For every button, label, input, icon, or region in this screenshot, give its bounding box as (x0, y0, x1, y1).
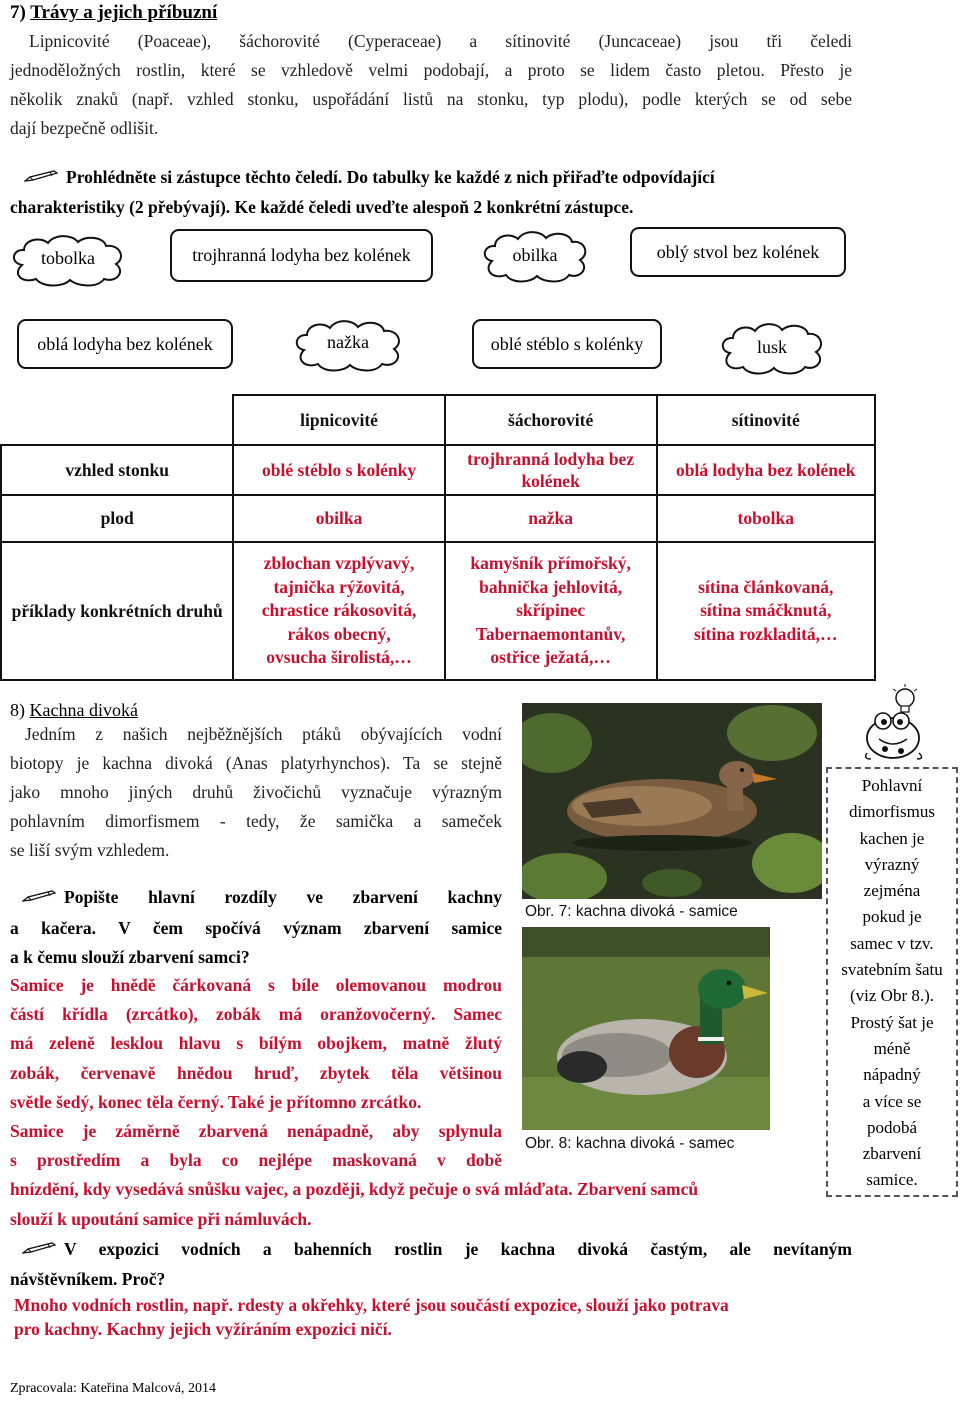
section8-title: Kachna divoká (29, 700, 138, 720)
caption-female: Obr. 7: kachna divoká - samice (525, 903, 738, 920)
table-cell[interactable]: oblé stéblo s kolénky (233, 445, 444, 495)
intro-line: jako mnoho jiných druhů živočichů vyznačuje výrazným (10, 782, 502, 802)
intro-line: jednoděložných rostlin, které se vzhledově velmi podobají, a proto se lidem často pletou. Přesto je (10, 60, 852, 80)
section8-heading (10, 700, 138, 721)
answer-line: slouží k upoutání samice při námluvách. (10, 1208, 312, 1229)
answer-line: pro kachny. Kachny jejich vyžíráním expozici ničí. (14, 1319, 392, 1339)
question-line: a k čemu slouží zbarvení samci? (10, 947, 250, 968)
frog-mascot-icon (855, 683, 935, 763)
row-header: plod (1, 495, 233, 542)
intro-line: dají bezpečně odlišit. (10, 118, 159, 138)
table-row (1, 495, 875, 542)
table-cell[interactable]: nažka (445, 495, 657, 542)
answer-line: zobák, červenavě hnědou hruď, zbytek těla většinou (10, 1062, 502, 1083)
answer-line: hnízdění, kdy vysedává snůšku vajec, a později, když pečuje o svá mláďata. Zbarvení samců (10, 1179, 699, 1200)
intro-line: pohlavním dimorfismem - tedy, že samička a sameček (10, 811, 502, 831)
question-line: Popište hlavní rozdíly ve zbarvení kachny (10, 883, 502, 914)
question-line: V expozici vodních a bahenních rostlin je kachna divoká častým, ale nevítaným (10, 1235, 852, 1265)
dimorphism-note: Pohlavní dimorfismus kachen je výrazný zejména pokud je samec v tzv. svatebním šatu (viz Obr 8.). Prostý šat je méně nápadný a více se podobá zbarvení samice. (826, 767, 958, 1197)
footer-credit: Zpracovala: Kateřina Malcová, 2014 (10, 1381, 217, 1396)
answer-line: s prostředím a byla co nejlépe maskovaná v době (10, 1150, 502, 1171)
card-tobolka[interactable]: tobolka (8, 232, 128, 287)
table-cell[interactable]: zblochan vzplývavý, tajnička rýžovitá, chrastice rákosovitá, rákos obecný, ovsucha širolistá,… (233, 542, 444, 680)
row-header: příklady konkrétních druhů (1, 542, 233, 680)
section8-question2 (10, 1235, 852, 1294)
answer-line: Mnoho vodních rostlin, např. rdesty a okřehky, které jsou součástí expozice, slouží jako potrava (14, 1295, 729, 1315)
table-cell[interactable]: oblá lodyha bez kolének (657, 445, 875, 495)
table-row (1, 542, 875, 680)
pencil-icon (24, 164, 58, 193)
families-table (0, 394, 876, 681)
answer-line: Samice je hnědě čárkovaná s bíle olemovanou modrou (10, 975, 502, 995)
section8-number: 8) (10, 700, 25, 720)
caption-male: Obr. 8: kachna divoká - samec (525, 1135, 735, 1152)
section7-number: 7) (10, 2, 26, 23)
answer-line: Samice je záměrně zbarvená nenápadně, aby splynula (10, 1121, 502, 1142)
section7-task (10, 163, 852, 222)
table-cell[interactable]: tobolka (657, 495, 875, 542)
card-obly[interactable]: oblý stvol bez kolének (630, 227, 846, 277)
table-cell[interactable]: trojhranná lodyha bez kolének (445, 445, 657, 495)
card-nazka[interactable]: nažka (292, 318, 404, 372)
table-header-row (1, 395, 875, 445)
intro-line: Jedním z našich nejběžnějších ptáků obývajících vodní (25, 724, 502, 744)
pencil-icon (22, 1236, 56, 1265)
task-line: Prohlédněte si zástupce těchto čeledí. Do tabulky ke každé z nich přiřaďte odpovídající (10, 163, 852, 193)
answer-line: částí křídla (zrcátko), zobák má oranžovočerný. Samec (10, 1004, 502, 1025)
table-cell[interactable]: sítina článkovaná, sítina smáčknutá, sítina rozkladitá,… (657, 542, 875, 680)
card-trojhranna[interactable]: trojhranná lodyha bez kolének (170, 229, 433, 282)
answer-line: má zeleně lesklou hlavu s bílým obojkem, matně žlutý (10, 1033, 502, 1054)
male-duck-photo (522, 927, 770, 1130)
card-lusk[interactable]: lusk (718, 320, 826, 375)
card-obilka[interactable]: obilka (480, 229, 590, 283)
intro-line: biotopy je kachna divoká (Anas platyrhynchos). Ta se stejně (10, 753, 502, 773)
intro-line: několik znaků (např. vzhled stonku, uspořádání listů na stonku, typ plodu), podle kterých se od sebe (10, 89, 852, 109)
column-header: sítinovité (657, 395, 875, 445)
pencil-icon (22, 884, 56, 914)
task-line: charakteristiky (2 přebývají). Ke každé čeledi uveďte alespoň 2 konkrétní zástupce. (10, 197, 634, 218)
table-cell[interactable]: obilka (233, 495, 444, 542)
table-row (1, 445, 875, 495)
answer-line: světle šedý, konec těla černý. Také je přítomno zrcátko. (10, 1091, 422, 1112)
card-oble[interactable]: oblé stéblo s kolénky (472, 319, 662, 369)
female-duck-photo (522, 703, 822, 899)
intro-line: se liší svým vzhledem. (10, 840, 170, 860)
table-cell[interactable]: kamyšník přímořský, bahnička jehlovitá, skřípinec Tabernaemontanův, ostřice ježatá,… (445, 542, 657, 680)
row-header: vzhled stonku (1, 445, 233, 495)
card-obla[interactable]: oblá lodyha bez kolének (17, 319, 233, 369)
section8-question1 (10, 883, 502, 973)
section7-heading (10, 2, 217, 24)
intro-line: Lipnicovité (Poaceae), šáchorovité (Cyperaceae) a sítinovité (Juncaceae) jsou tři čeledi (29, 31, 852, 51)
section7-intro (10, 27, 852, 143)
section8-answer2 (14, 1293, 854, 1341)
column-header: šáchorovité (445, 395, 657, 445)
question-line: návštěvníkem. Proč? (10, 1269, 166, 1290)
section7-title: Trávy a jejich příbuzní (30, 2, 218, 23)
column-header: lipnicovité (233, 395, 444, 445)
table-corner (1, 395, 233, 445)
section8-intro (10, 720, 502, 865)
question-line: a kačera. V čem spočívá význam zbarvení samice (10, 917, 502, 938)
